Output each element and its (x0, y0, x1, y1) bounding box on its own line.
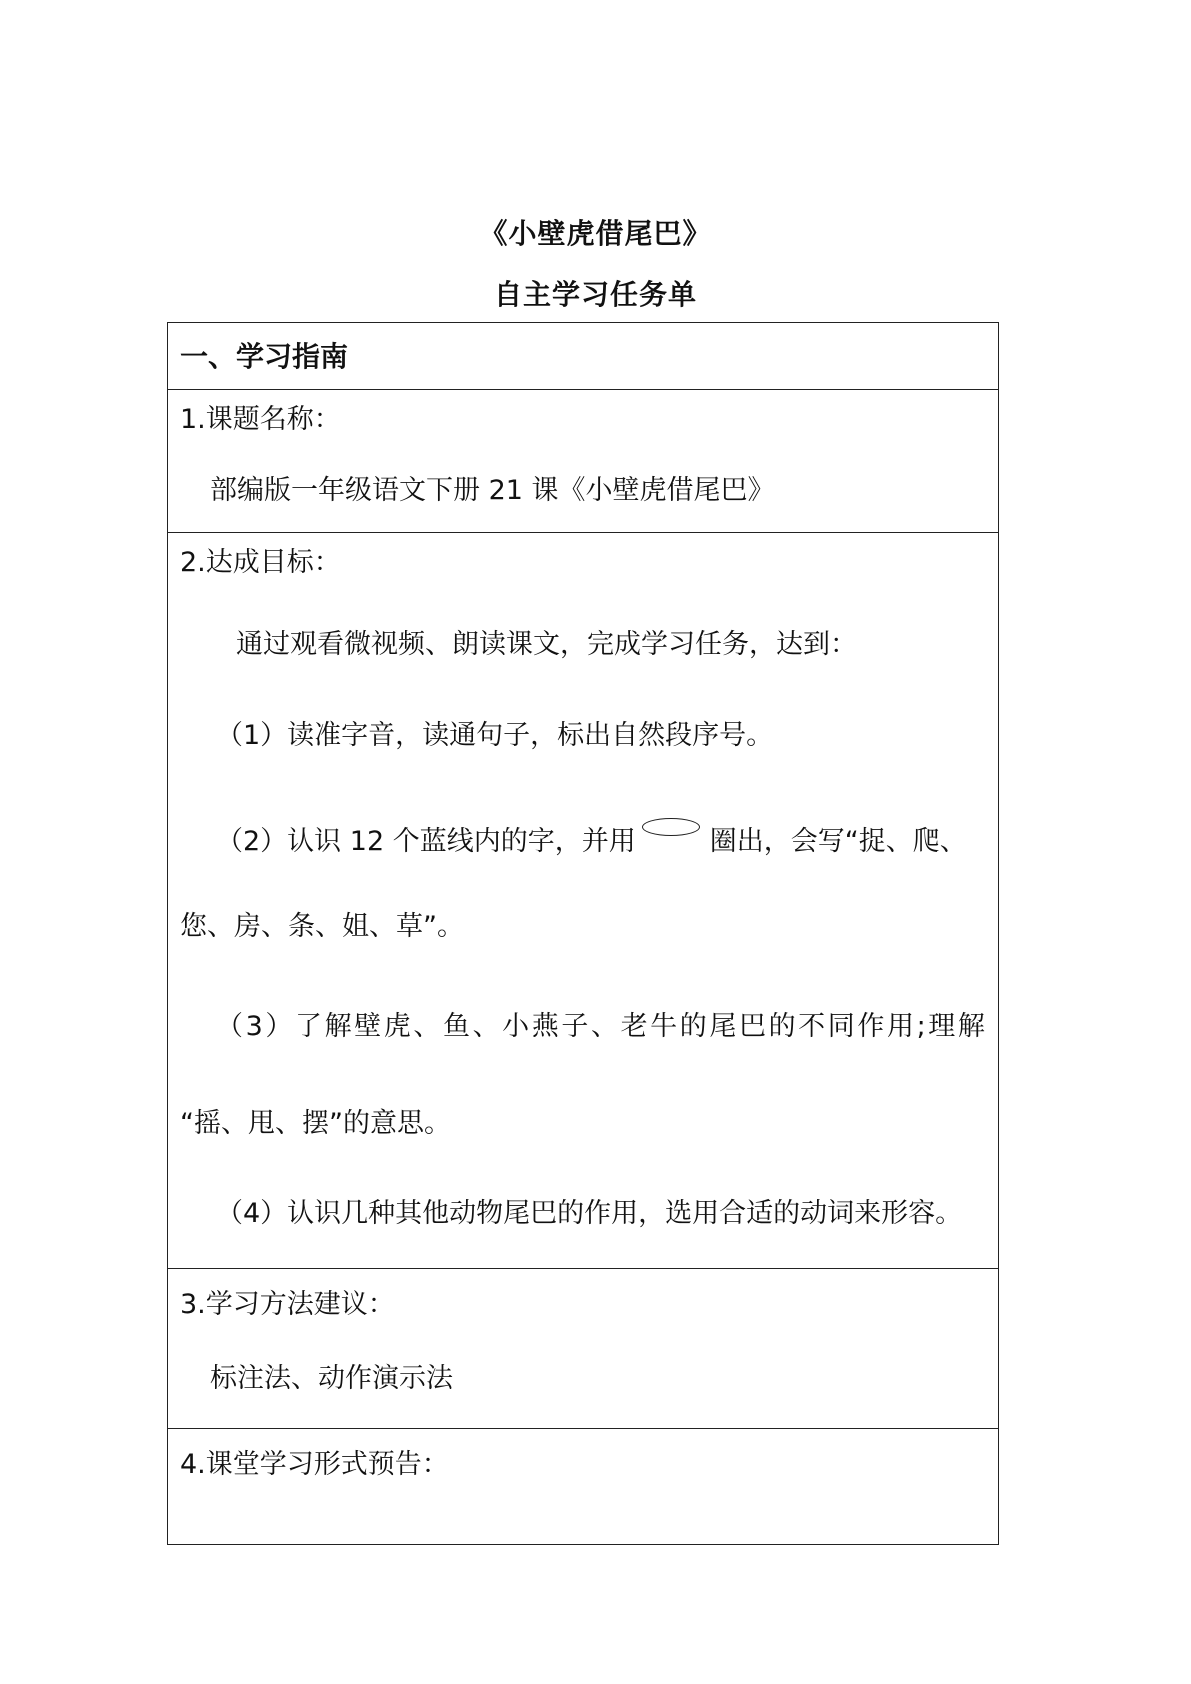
goals-row (168, 533, 998, 1269)
method-row (168, 1269, 998, 1429)
document-title: 《小壁虎借尾巴》 (479, 217, 712, 250)
goal-item-2-continued: 您、房、条、姐、草”。 (180, 911, 464, 942)
goal-item-3-continued: “摇、甩、摆”的意思。 (180, 1108, 451, 1139)
circle-mark-icon (642, 818, 700, 836)
goal-item-3: （3）了解壁虎、鱼、小燕子、老牛的尾巴的不同作用;理解 (216, 1011, 988, 1042)
task-sheet-table (167, 322, 999, 1545)
goal-item-4: （4）认识几种其他动物尾巴的作用，选用合适的动词来形容。 (216, 1198, 963, 1229)
goals-intro: 通过观看微视频、朗读课文，完成学习任务，达到： (236, 629, 857, 660)
goal-item-1: （1）读准字音，读通句子，标出自然段序号。 (216, 720, 774, 751)
form-label: 4.课堂学习形式预告： (180, 1449, 449, 1480)
section-row (168, 323, 998, 390)
goal-item-2 (216, 818, 967, 855)
topic-label: 1.课题名称： (180, 404, 341, 435)
topic-row (168, 390, 998, 533)
section-heading: 一、学习指南 (180, 340, 349, 373)
goal-item-2-text-after: 圈出，会写“捉、爬、 (709, 826, 967, 857)
document-subtitle: 自主学习任务单 (493, 278, 697, 311)
method-value: 标注法、动作演示法 (210, 1363, 453, 1394)
method-label: 3.学习方法建议： (180, 1289, 395, 1320)
goals-label: 2.达成目标： (180, 547, 341, 578)
topic-value: 部编版一年级语文下册 21 课《小壁虎借尾巴》 (210, 475, 775, 506)
goal-item-2-text-before: （2）认识 12 个蓝线内的字，并用 (216, 826, 636, 857)
form-row (168, 1429, 998, 1544)
